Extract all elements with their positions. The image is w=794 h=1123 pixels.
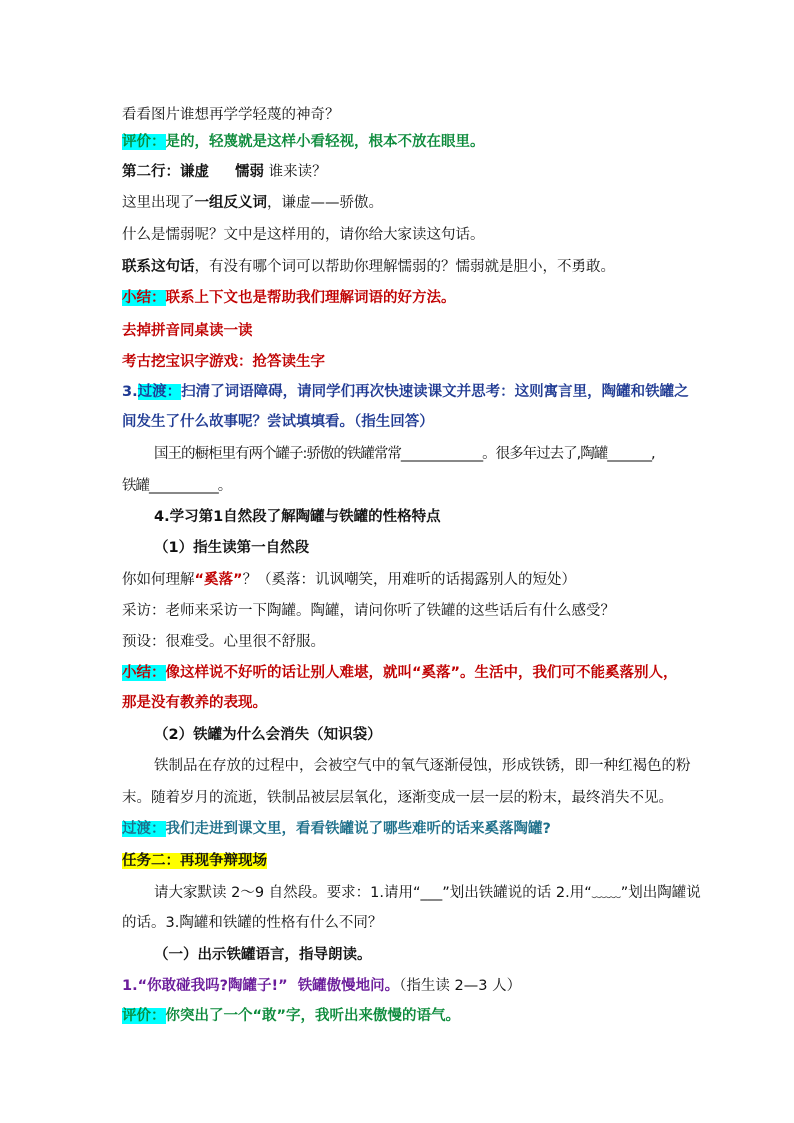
text: （一）出示铁罐语言，指导朗读。 xyxy=(154,947,372,963)
text: 第二行： xyxy=(122,164,180,180)
text: 的话。3.陶罐和铁罐的性格有什么不同？ xyxy=(122,915,383,931)
para-line xyxy=(122,570,576,590)
text: （指生读 2—3 人） xyxy=(399,978,522,994)
para-line xyxy=(122,601,615,621)
text: ？（奚落：讥讽嘲笑，用难听的话揭露别人的短处） xyxy=(242,572,577,588)
fill-line xyxy=(122,476,231,496)
para-line xyxy=(122,225,485,245)
sub-heading xyxy=(154,725,382,745)
section-heading xyxy=(154,507,441,527)
para-line xyxy=(122,162,327,182)
transition-text: 我们走进到课文里，看看铁罐说了哪些难听的话来奚落陶罐? xyxy=(165,821,551,837)
comment-line xyxy=(122,132,485,152)
text: （2）铁罐为什么会消失（知识袋） xyxy=(154,727,382,743)
para-line xyxy=(154,756,691,776)
text: 任务二：再现争辩现场 xyxy=(122,853,267,869)
text: 末。随着岁月的流逝，铁制品被层层氧化，逐渐变成一层一层的粉末，最终消失不见。 xyxy=(122,790,673,806)
text: 采访：老师来采访一下陶罐。陶罐，请问你听了铁罐的这些话后有什么感受？ xyxy=(122,603,615,619)
text: “奚落” xyxy=(194,572,243,588)
text: 3. xyxy=(122,384,138,400)
comment-label: 评价： xyxy=(122,134,166,150)
text: 谦虚 xyxy=(180,164,209,180)
summary-text: 像这样说不好听的话让别人难堪，就叫“奚落”。生活中，我们可不能奚落别人， xyxy=(165,665,678,681)
text: 谁来读？ xyxy=(268,164,327,180)
summary-line xyxy=(122,693,267,713)
transition-label: 过渡： xyxy=(137,384,182,400)
transition-line xyxy=(122,382,689,402)
text: 铁制品在存放的过程中，会被空气中的氧气逐渐侵蚀，形成铁锈，即一种红褐色的粉 xyxy=(154,758,691,774)
text: 看看图片谁想再学学轻蔑的神奇？ xyxy=(122,107,340,123)
text: 一组反义词 xyxy=(194,195,267,211)
summary-line xyxy=(122,663,678,683)
text: ，有没有哪个词可以帮助你理解懦弱的？懦弱就是胆小，不勇敢。 xyxy=(194,259,615,275)
para-line xyxy=(122,257,615,277)
text: 4.学习第1自然段了解陶罐与铁罐的性格特点 xyxy=(154,509,441,525)
text: 请大家默读 2～9 自然段。要求：1.请用“___”划出铁罐说的话 2.用“﹏﹏”划出陶罐说 xyxy=(154,885,701,901)
text: 去掉拼音同桌读一读 xyxy=(122,323,253,339)
para-line xyxy=(122,193,383,213)
para-line xyxy=(122,105,340,125)
text: 懦弱 xyxy=(235,164,264,180)
comment-label: 评价： xyxy=(122,1008,166,1024)
text: 间发生了什么故事呢？尝试填填看。（指生回答） xyxy=(122,414,434,430)
text: 考古挖宝识字游戏：抢答读生字 xyxy=(122,354,325,370)
fill-line xyxy=(154,444,655,464)
transition-label: 过渡： xyxy=(122,821,166,837)
text: 那是没有教养的表现。 xyxy=(122,695,267,711)
comment-text: 是的，轻蔑就是这样小看轻视，根本不放在眼里。 xyxy=(165,134,485,150)
text: 预设：很难受。心里很不舒服。 xyxy=(122,634,325,650)
summary-label: 小结： xyxy=(122,665,166,681)
para-line xyxy=(122,321,253,341)
summary-text: 联系上下文也是帮助我们理解词语的好方法。 xyxy=(165,290,456,306)
transition-line xyxy=(122,412,434,432)
sub-heading xyxy=(154,538,309,558)
para-line xyxy=(122,976,521,996)
comment-line xyxy=(122,1006,460,1026)
summary-line xyxy=(122,288,456,308)
task-heading xyxy=(122,851,267,871)
text: 1.“你敢碰我吗?陶罐子!” xyxy=(122,978,288,994)
para-line xyxy=(122,352,325,372)
summary-label: 小结： xyxy=(122,290,166,306)
text: 铁罐___________。 xyxy=(122,478,232,494)
para-line xyxy=(122,913,382,933)
sub-heading xyxy=(154,945,372,965)
para-line xyxy=(154,883,701,903)
comment-text: 你突出了一个“敢”字，我听出来傲慢的语气。 xyxy=(165,1008,461,1024)
para-line xyxy=(122,632,325,652)
text: 联系这句话 xyxy=(122,259,195,275)
text: 什么是懦弱呢？文中是这样用的，请你给大家读这句话。 xyxy=(122,227,485,243)
text: 你如何理解 xyxy=(122,572,195,588)
text: 国王的橱柜里有两个罐子:骄傲的铁罐常常_____________。很多年过去了,陶罐_______, xyxy=(154,446,655,462)
para-line xyxy=(122,788,673,808)
text: 这里出现了 xyxy=(122,195,195,211)
transition-text: 扫清了词语障碍，请同学们再次快速读课文并思考：这则寓言里，陶罐和铁罐之 xyxy=(181,384,689,400)
text: ，谦虚——骄傲。 xyxy=(267,195,383,211)
text: 铁罐傲慢地问。 xyxy=(297,978,400,994)
transition-line xyxy=(122,819,551,839)
text: （1）指生读第一自然段 xyxy=(154,540,310,556)
